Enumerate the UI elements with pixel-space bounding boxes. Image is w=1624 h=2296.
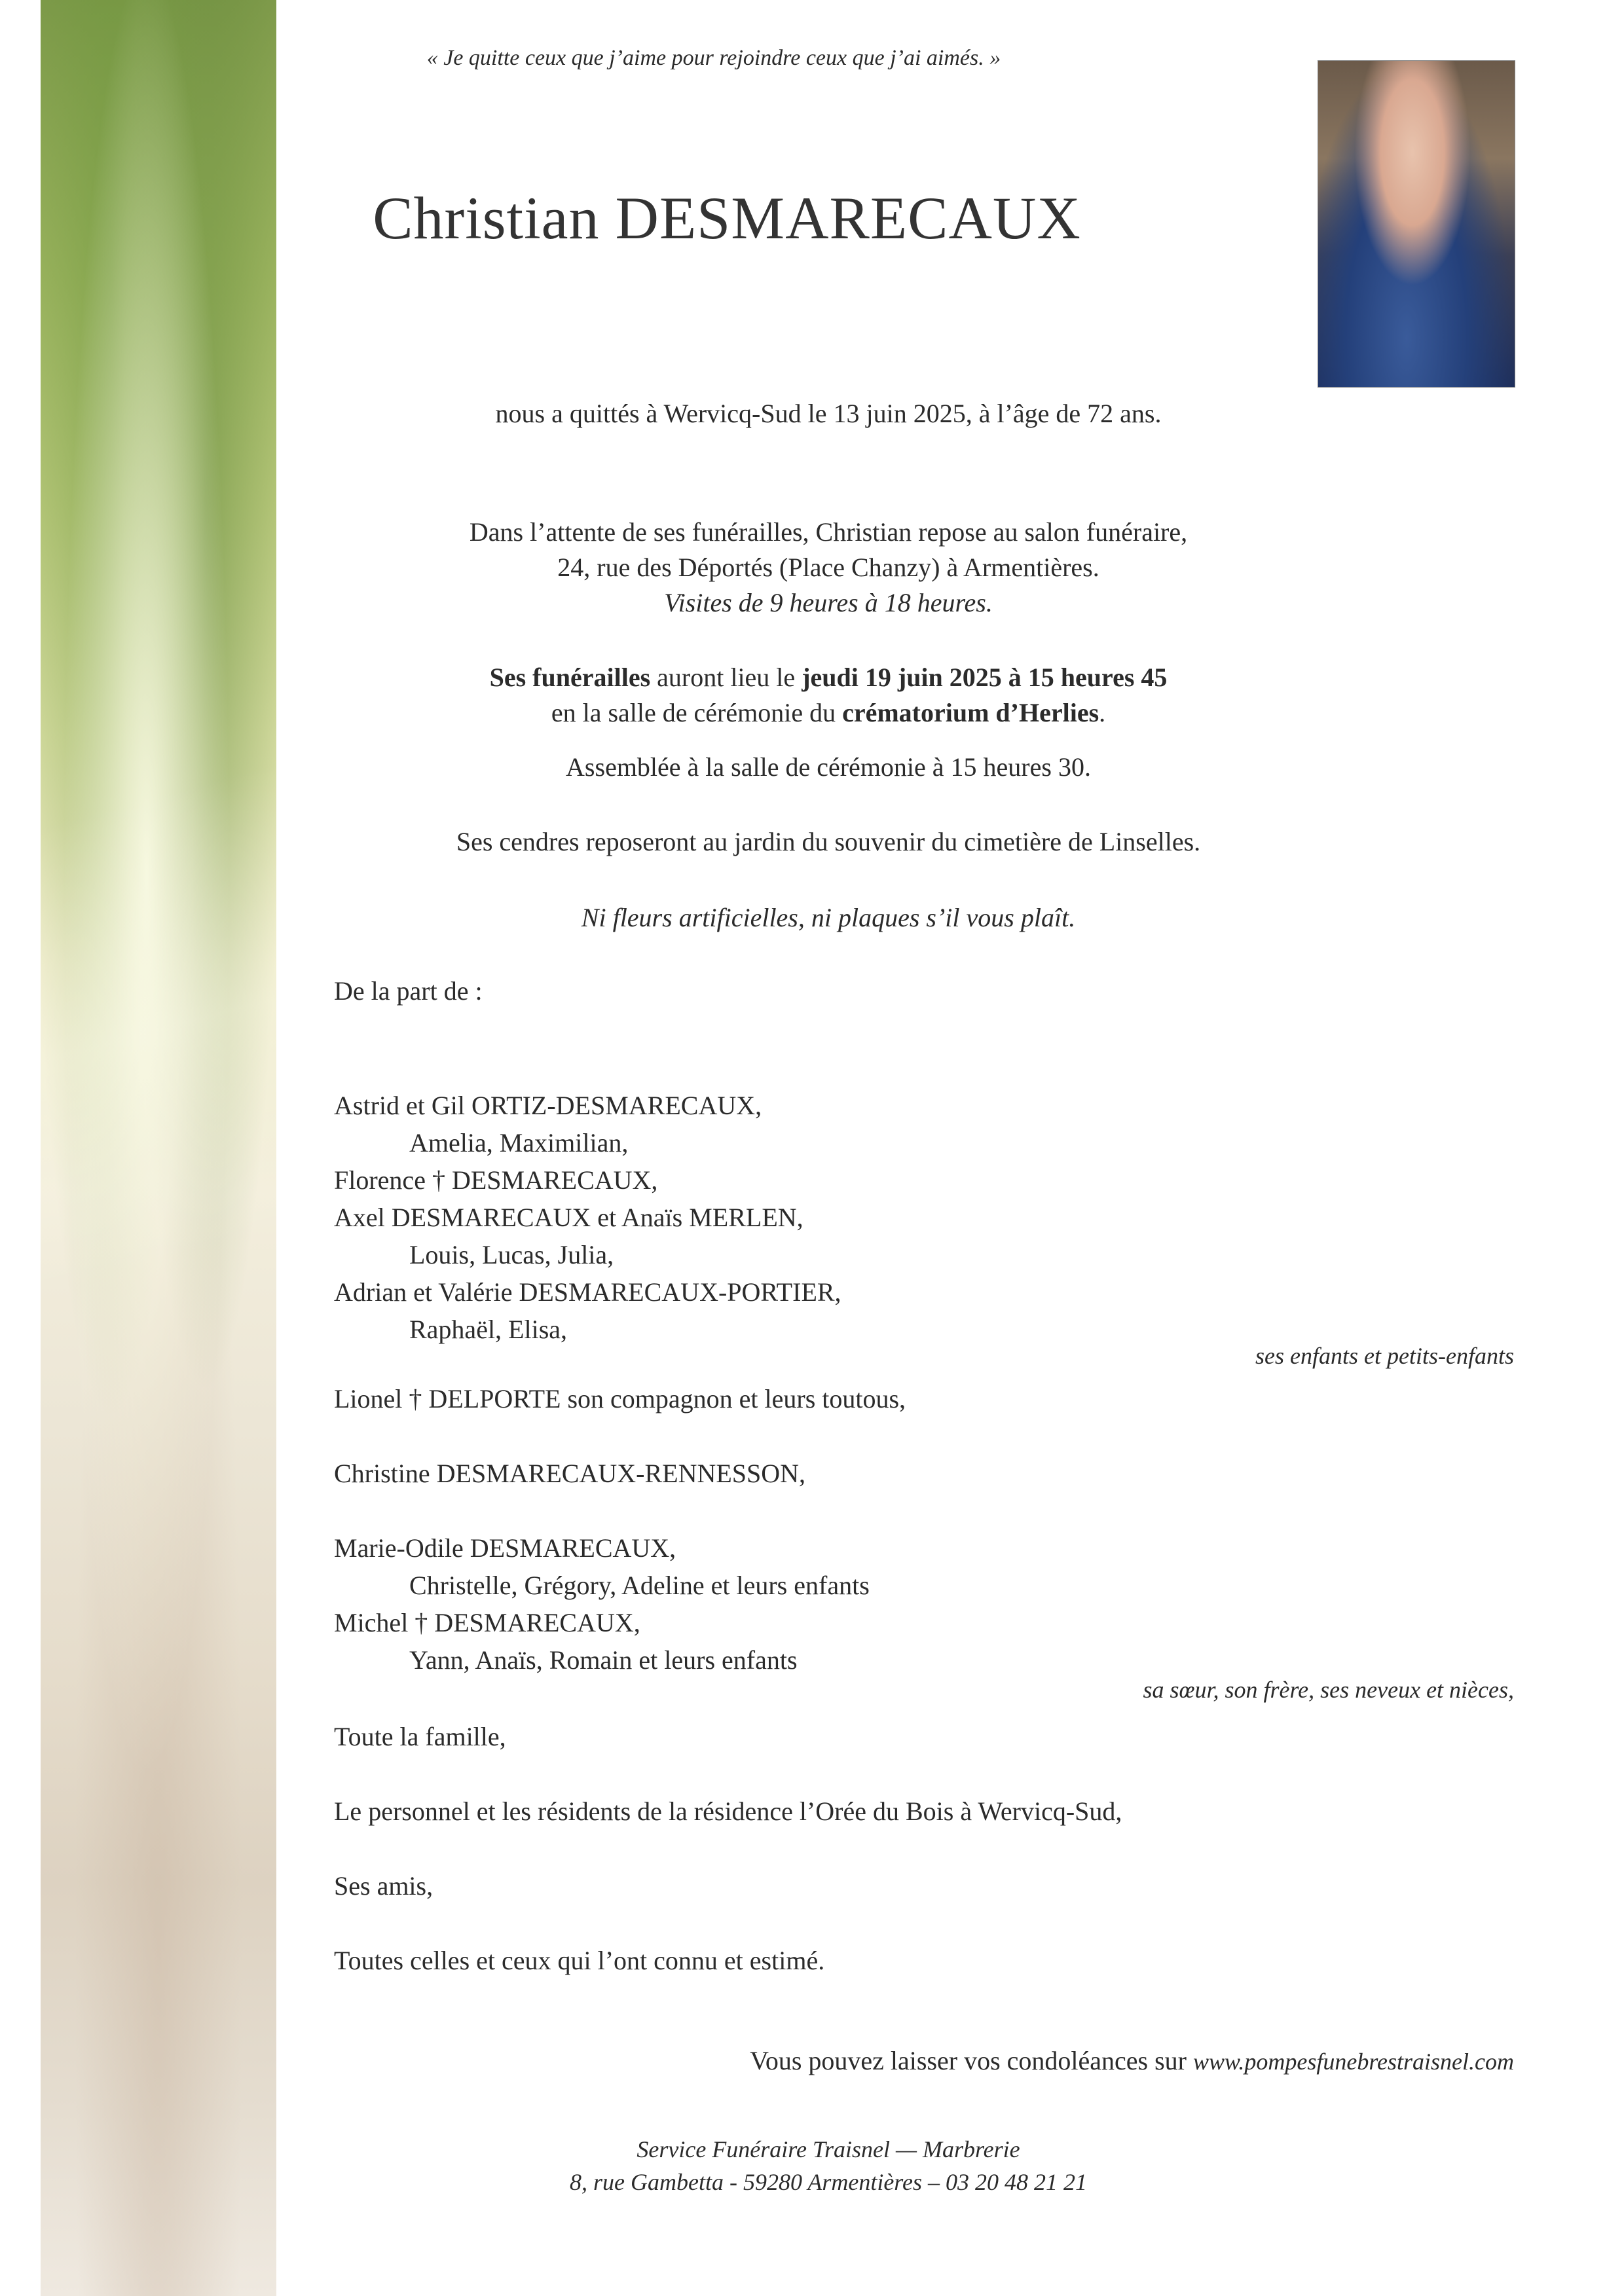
condolences-url[interactable]: www.pompesfunebrestraisnel.com — [1193, 2049, 1514, 2075]
funeral-line-2: en la salle de cérémonie du crématorium d’Herlies. — [551, 698, 1106, 727]
list-item: Axel DESMARECAUX et Anaïs MERLEN, — [334, 1203, 803, 1232]
relation-siblings: sa sœur, son frère, ses neveux et nièces, — [1143, 1677, 1514, 1703]
staff-residents: Le personnel et les résidents de la résidence l’Orée du Bois à Wervicq-Sud, — [334, 1796, 1122, 1826]
ex-wife: Christine DESMARECAUX-RENNESSON, — [334, 1459, 806, 1488]
deceased-name: Christian DESMARECAUX — [373, 185, 1081, 251]
list-item: Yann, Anaïs, Romain et leurs enfants — [409, 1645, 798, 1675]
forest-path-image — [41, 0, 276, 2296]
visiting-hours: Visites de 9 heures à 18 heures. — [664, 588, 993, 617]
all-who-knew: Toutes celles et ceux qui l’ont connu et estimé. — [334, 1946, 825, 1975]
wake-info — [354, 515, 1303, 621]
list-item: Louis, Lucas, Julia, — [409, 1240, 614, 1269]
list-item: Michel † DESMARECAUX, — [334, 1608, 640, 1637]
list-item: Raphaël, Elisa, — [409, 1315, 568, 1344]
funeral-info — [354, 660, 1303, 731]
ashes-info: Ses cendres reposeront au jardin du souvenir du cimetière de Linselles. — [456, 827, 1201, 856]
list-item: Astrid et Gil ORTIZ-DESMARECAUX, — [334, 1091, 762, 1120]
funeral-line-1: Ses funérailles auront lieu le jeudi 19 juin 2025 à 15 heures 45 — [489, 663, 1168, 692]
companion: Lionel † DELPORTE son compagnon et leurs toutous, — [334, 1384, 906, 1413]
portrait-photo — [1318, 60, 1515, 388]
service-address: 8, rue Gambetta - 59280 Armentières – 03 20 48 21 21 — [570, 2169, 1087, 2195]
service-name: Service Funéraire Traisnel — Marbrerie — [637, 2136, 1020, 2162]
list-item: Adrian et Valérie DESMARECAUX-PORTIER, — [334, 1277, 841, 1307]
epitaph-quote: « Je quitte ceux que j’aime pour rejoindre ceux que j’ai aimés. » — [426, 46, 1001, 70]
funeral-service-info — [354, 2133, 1303, 2198]
list-item: Florence † DESMARECAUX, — [334, 1165, 658, 1195]
family-group-siblings — [334, 1529, 870, 1679]
assembly-info: Assemblée à la salle de cérémonie à 15 heures 30. — [566, 752, 1091, 782]
list-item: Marie-Odile DESMARECAUX, — [334, 1533, 676, 1563]
relation-children: ses enfants et petits-enfants — [1255, 1343, 1514, 1369]
no-flowers-note: Ni fleurs artificielles, ni plaques s’il vous plaît. — [581, 903, 1076, 932]
wake-line-2: 24, rue des Déportés (Place Chanzy) à Armentières. — [557, 553, 1099, 582]
list-item: Amelia, Maximilian, — [409, 1128, 629, 1157]
whole-family: Toute la famille, — [334, 1722, 506, 1751]
friends: Ses amis, — [334, 1871, 434, 1901]
list-item: Christelle, Grégory, Adeline et leurs enfants — [409, 1571, 870, 1600]
death-announcement: nous a quittés à Wervicq-Sud le 13 juin 2025, à l’âge de 72 ans. — [495, 399, 1162, 428]
family-group-children — [334, 1087, 841, 1348]
wake-line-1: Dans l’attente de ses funérailles, Christian repose au salon funéraire, — [469, 517, 1188, 547]
from-label: De la part de : — [334, 976, 483, 1006]
condolences-note: Vous pouvez laisser vos condoléances sur www.pompesfunebrestraisnel.com — [750, 2046, 1514, 2075]
